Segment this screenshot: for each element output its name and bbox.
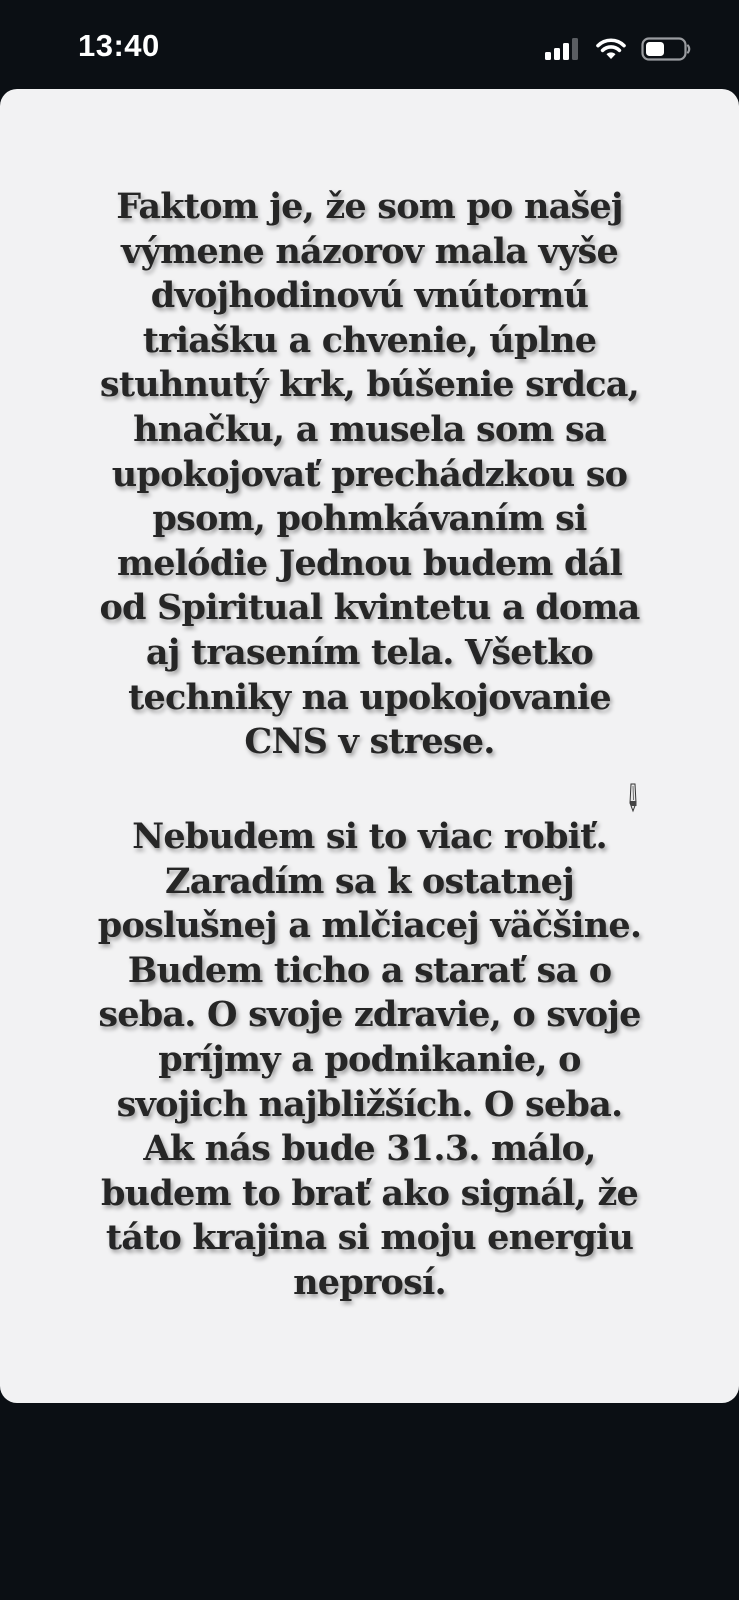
story-paragraph-1: Faktom je, že som po našej výmene názorov mala vyše dvojhodinovú vnútornú triašku a chvenie, úplne stuhnutý krk, búšenie srdca, hnačku, a musela som sa upokojovať prechádzkou so psom, pohmkávaním si melódie Jednou budem dál od Spiritual kvintetu a doma aj trasením tela. Všetko techniky na upokojovanie CNS v strese. [99,186,640,763]
story-paragraph-2: Nebudem si to viac robiť. Zaradím sa k ostatnej poslušnej a mlčiacej väčšine. Budem ticho a starať sa o seba. O svoje zdravie, o svoje príjmy a podnikanie, o svojich najbližších. O seba. Ak nás bude 31.3. málo, budem to brať ako signál, že táto krajina si moju energiu neprosí. [97,816,642,1303]
story-card[interactable] [0,89,739,1403]
cellular-signal-icon [545,37,581,61]
pencil-sticker-icon [628,783,640,813]
wifi-icon [595,37,627,61]
battery-icon [641,36,691,62]
status-time: 13:40 [78,28,160,63]
status-bar [0,0,739,88]
status-icons [545,34,691,64]
